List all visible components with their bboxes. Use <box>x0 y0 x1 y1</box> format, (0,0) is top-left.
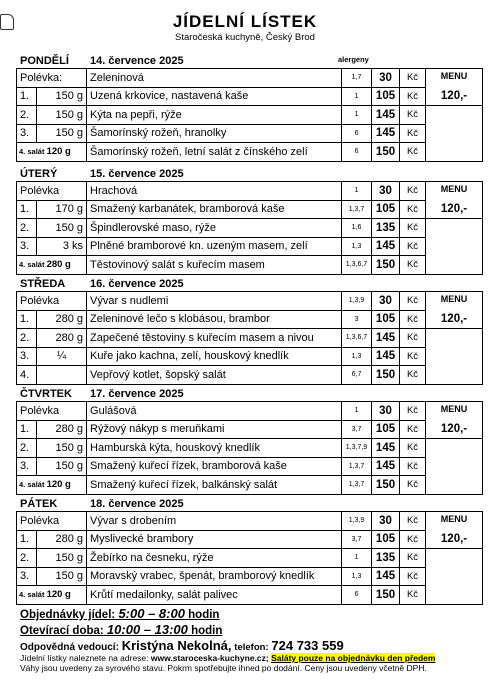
day-date: 17. července 2025 <box>90 388 184 400</box>
currency: Kč <box>400 402 426 421</box>
item-qty: 3 ks <box>37 237 87 256</box>
item-qty: 280 g <box>37 329 87 348</box>
item-name: Krůtí medailonky, salát palivec <box>87 586 342 605</box>
menu-item-row <box>17 219 483 238</box>
item-name: Žebírko na česneku, rýže <box>87 549 342 568</box>
allergens: 1,6 <box>342 219 372 238</box>
menu-item-row <box>17 586 483 605</box>
website-link[interactable]: www.staroceska-kuchyne.cz; <box>150 653 269 663</box>
manager-line: Odpovědná vedoucí: Kristýna Nekolná, telefon: 724 733 559 <box>20 638 344 653</box>
item-name: Kýta na pepři, rýže <box>87 106 342 125</box>
day-header <box>16 276 482 291</box>
soup-name: Gulášová <box>87 402 342 421</box>
day-name: ČTVRTEK <box>20 388 72 400</box>
item-qty: 170 g <box>37 200 87 219</box>
allergens: 3,7 <box>342 530 372 549</box>
menu-table <box>16 68 483 162</box>
menu-item-row <box>17 329 483 348</box>
item-name: Myslivecké brambory <box>87 530 342 549</box>
menu-item-row <box>17 256 483 275</box>
currency: Kč <box>400 200 426 219</box>
menu-item-row <box>17 106 483 125</box>
price: 30 <box>372 402 400 421</box>
page-title: JÍDELNÍ LÍSTEK <box>172 12 318 31</box>
item-qty: 150 g <box>37 124 87 143</box>
item-name: Moravský vrabec, špenát, bramborový knedlík <box>87 567 342 586</box>
allergens: 1,3 <box>342 237 372 256</box>
item-number: 2. <box>17 549 37 568</box>
orders-line: Objednávky jídel: 5:00 – 8:00 hodin <box>20 606 220 621</box>
allergens: 1,7 <box>342 69 372 88</box>
currency: Kč <box>400 219 426 238</box>
footer <box>20 606 480 673</box>
item-name: Zapečené těstoviny s kuřecím masem a nivou <box>87 329 342 348</box>
item-qty: 150 g <box>37 457 87 476</box>
day-block <box>16 53 482 162</box>
allergens: 1,3,7,9 <box>342 439 372 458</box>
item-number: 2. <box>17 329 37 348</box>
menu-item-row <box>17 439 483 458</box>
item-name: Hamburská kýta, houskový knedlík <box>87 439 342 458</box>
price: 135 <box>372 219 400 238</box>
allergens: 1,3 <box>342 347 372 366</box>
day-name: PÁTEK <box>20 498 58 510</box>
menu-price: 120,- <box>426 310 483 329</box>
price: 145 <box>372 347 400 366</box>
allergens: 1,3,6,7 <box>342 256 372 275</box>
allergens: 6 <box>342 124 372 143</box>
page-subtitle: Staročeská kuchyně, Český Brod <box>175 32 315 43</box>
soup-label: Polévka <box>17 402 87 421</box>
menu-label: MENU <box>426 512 483 531</box>
soup-label: Polévka: <box>17 69 87 88</box>
allergens: 1,3,7 <box>342 476 372 495</box>
soup-row <box>17 69 483 88</box>
menu-price: 120,- <box>426 200 483 219</box>
menu-label: MENU <box>426 182 483 201</box>
item-qty: 150 g <box>37 106 87 125</box>
menu-item-row <box>17 347 483 366</box>
item-qty: 150 g <box>37 549 87 568</box>
soup-label: Polévka <box>17 182 87 201</box>
price: 145 <box>372 124 400 143</box>
day-block <box>16 166 482 275</box>
price: 105 <box>372 420 400 439</box>
item-number: 1. <box>17 530 37 549</box>
price: 30 <box>372 182 400 201</box>
menu-item-row <box>17 549 483 568</box>
currency: Kč <box>400 366 426 385</box>
soup-name: Zeleninová <box>87 69 342 88</box>
currency: Kč <box>400 256 426 275</box>
allergens: 6 <box>342 586 372 605</box>
currency: Kč <box>400 106 426 125</box>
price: 30 <box>372 69 400 88</box>
day-block <box>16 276 482 385</box>
item-qty: 4. salát 120 g <box>17 143 87 162</box>
item-name: Plněné bramborové kn. uzeným masem, zelí <box>87 237 342 256</box>
item-name: Uzená krkovice, nastavená kaše <box>87 87 342 106</box>
currency: Kč <box>400 457 426 476</box>
day-name: ÚTERÝ <box>20 168 58 180</box>
menu-item-row <box>17 457 483 476</box>
item-qty: 4. salát 280 g <box>17 256 87 275</box>
item-name: Smažený kuřecí řízek, bramborová kaše <box>87 457 342 476</box>
item-number: 3. <box>17 457 37 476</box>
currency: Kč <box>400 87 426 106</box>
menu-price: 120,- <box>426 420 483 439</box>
day-header <box>16 53 482 68</box>
menu-table <box>16 181 483 275</box>
allergens: 3,7 <box>342 420 372 439</box>
menu-item-row <box>17 143 483 162</box>
soup-name: Hrachová <box>87 182 342 201</box>
allergens: 6,7 <box>342 366 372 385</box>
day-name: STŘEDA <box>20 278 66 290</box>
day-header <box>16 496 482 511</box>
currency: Kč <box>400 310 426 329</box>
item-qty: 150 g <box>37 567 87 586</box>
item-qty: ¼ <box>37 347 87 366</box>
allergens: 1 <box>342 549 372 568</box>
item-qty: 280 g <box>37 310 87 329</box>
price: 145 <box>372 457 400 476</box>
allergens: 3 <box>342 310 372 329</box>
item-qty: 150 g <box>37 219 87 238</box>
item-name: Rýžový nákyp s meruňkami <box>87 420 342 439</box>
price: 30 <box>372 512 400 531</box>
price: 30 <box>372 292 400 311</box>
allergens: 1,3,6,7 <box>342 329 372 348</box>
day-date: 18. července 2025 <box>90 498 184 510</box>
currency: Kč <box>400 182 426 201</box>
soup-label: Polévka <box>17 292 87 311</box>
price: 150 <box>372 143 400 162</box>
currency: Kč <box>400 530 426 549</box>
price: 105 <box>372 530 400 549</box>
currency: Kč <box>400 143 426 162</box>
currency: Kč <box>400 69 426 88</box>
price: 105 <box>372 310 400 329</box>
price: 145 <box>372 237 400 256</box>
allergens: 1 <box>342 87 372 106</box>
currency: Kč <box>400 237 426 256</box>
menu-item-row <box>17 567 483 586</box>
price: 145 <box>372 567 400 586</box>
salad-note: Saláty pouze na objednávku den předem <box>271 653 436 663</box>
menu-item-row <box>17 366 483 385</box>
opening-hours-line: Otevírací doba: 10:00 – 13:00 hodin <box>20 622 223 637</box>
allergens: 1 <box>342 402 372 421</box>
menu-price: 120,- <box>426 87 483 106</box>
soup-row <box>17 402 483 421</box>
currency: Kč <box>400 567 426 586</box>
item-number: 2. <box>17 106 37 125</box>
menu-item-row <box>17 200 483 219</box>
day-header <box>16 166 482 181</box>
price: 150 <box>372 476 400 495</box>
menu-table <box>16 291 483 385</box>
currency: Kč <box>400 347 426 366</box>
menu-label: MENU <box>426 292 483 311</box>
price: 105 <box>372 200 400 219</box>
item-number: 1. <box>17 310 37 329</box>
soup-name: Vývar s drobením <box>87 512 342 531</box>
item-qty <box>37 366 87 385</box>
day-date: 14. července 2025 <box>90 55 184 67</box>
price: 150 <box>372 366 400 385</box>
allergens: 1 <box>342 106 372 125</box>
item-name: Špindlerovské maso, rýže <box>87 219 342 238</box>
price: 145 <box>372 106 400 125</box>
soup-label: Polévka <box>17 512 87 531</box>
price: 145 <box>372 439 400 458</box>
item-number: 4. <box>17 366 37 385</box>
menu-item-row <box>17 237 483 256</box>
currency: Kč <box>400 476 426 495</box>
day-date: 16. července 2025 <box>90 278 184 290</box>
soup-name: Vývar s nudlemi <box>87 292 342 311</box>
item-name: Kuře jako kachna, zelí, houskový knedlík <box>87 347 342 366</box>
day-block <box>16 386 482 495</box>
item-qty: 280 g <box>37 420 87 439</box>
item-qty: 150 g <box>37 87 87 106</box>
menu-item-row <box>17 530 483 549</box>
item-name: Smažený karbanátek, bramborová kaše <box>87 200 342 219</box>
item-name: Zeleninové lečo s klobásou, brambor <box>87 310 342 329</box>
weights-note: Váhy jsou uvedeny za syrového stavu. Pokrm spotřebujte ihned po dodání. Ceny jsou uvedeny včetně DPH. <box>20 663 427 673</box>
price: 135 <box>372 549 400 568</box>
currency: Kč <box>400 292 426 311</box>
day-block <box>16 496 482 605</box>
item-qty: 4. salát 120 g <box>17 586 87 605</box>
currency: Kč <box>400 420 426 439</box>
price: 150 <box>372 256 400 275</box>
allergens-header: alergeny <box>338 55 369 64</box>
item-number: 2. <box>17 439 37 458</box>
currency: Kč <box>400 439 426 458</box>
item-name: Těstovinový salát s kuřecím masem <box>87 256 342 275</box>
item-name: Šamorínský rožeň, hranolky <box>87 124 342 143</box>
item-number: 3. <box>17 124 37 143</box>
soup-row <box>17 512 483 531</box>
allergens: 1,3,9 <box>342 512 372 531</box>
day-header <box>16 386 482 401</box>
item-qty: 280 g <box>37 530 87 549</box>
currency: Kč <box>400 329 426 348</box>
item-number: 3. <box>17 347 37 366</box>
item-number: 1. <box>17 87 37 106</box>
allergens: 1,3,7 <box>342 457 372 476</box>
menu-table <box>16 401 483 495</box>
day-name: PONDĚLÍ <box>20 55 69 67</box>
item-number: 1. <box>17 200 37 219</box>
currency: Kč <box>400 549 426 568</box>
allergens: 1,3,7 <box>342 200 372 219</box>
item-number: 2. <box>17 219 37 238</box>
allergens: 6 <box>342 143 372 162</box>
price: 150 <box>372 586 400 605</box>
info-line: Jídelní lístky naleznete na adrese: www.staroceska-kuchyne.cz; Saláty pouze na objednávku den předem <box>20 653 436 663</box>
menu-price: 120,- <box>426 530 483 549</box>
menu-table <box>16 511 483 605</box>
menu-item-row <box>17 310 483 329</box>
currency: Kč <box>400 124 426 143</box>
currency: Kč <box>400 512 426 531</box>
menu-item-row <box>17 476 483 495</box>
price: 105 <box>372 87 400 106</box>
price: 145 <box>372 329 400 348</box>
item-number: 1. <box>17 420 37 439</box>
item-name: Smažený kuřecí řízek, balkánský salát <box>87 476 342 495</box>
phone-number: 724 733 559 <box>271 638 344 653</box>
menu-label: MENU <box>426 402 483 421</box>
menu-item-row <box>17 420 483 439</box>
allergens: 1,3 <box>342 567 372 586</box>
currency: Kč <box>400 586 426 605</box>
day-date: 15. července 2025 <box>90 168 184 180</box>
menu-item-row <box>17 124 483 143</box>
item-number: 3. <box>17 567 37 586</box>
item-qty: 150 g <box>37 439 87 458</box>
allergens: 1,3,9 <box>342 292 372 311</box>
soup-row <box>17 182 483 201</box>
allergens: 1 <box>342 182 372 201</box>
item-qty: 4. salát 120 g <box>17 476 87 495</box>
item-name: Šamorínský rožeň, letní salát z čínského zelí <box>87 143 342 162</box>
item-name: Vepřový kotlet, šopský salát <box>87 366 342 385</box>
item-number: 3. <box>17 237 37 256</box>
soup-row <box>17 292 483 311</box>
menu-label: MENU <box>426 69 483 88</box>
menu-item-row <box>17 87 483 106</box>
